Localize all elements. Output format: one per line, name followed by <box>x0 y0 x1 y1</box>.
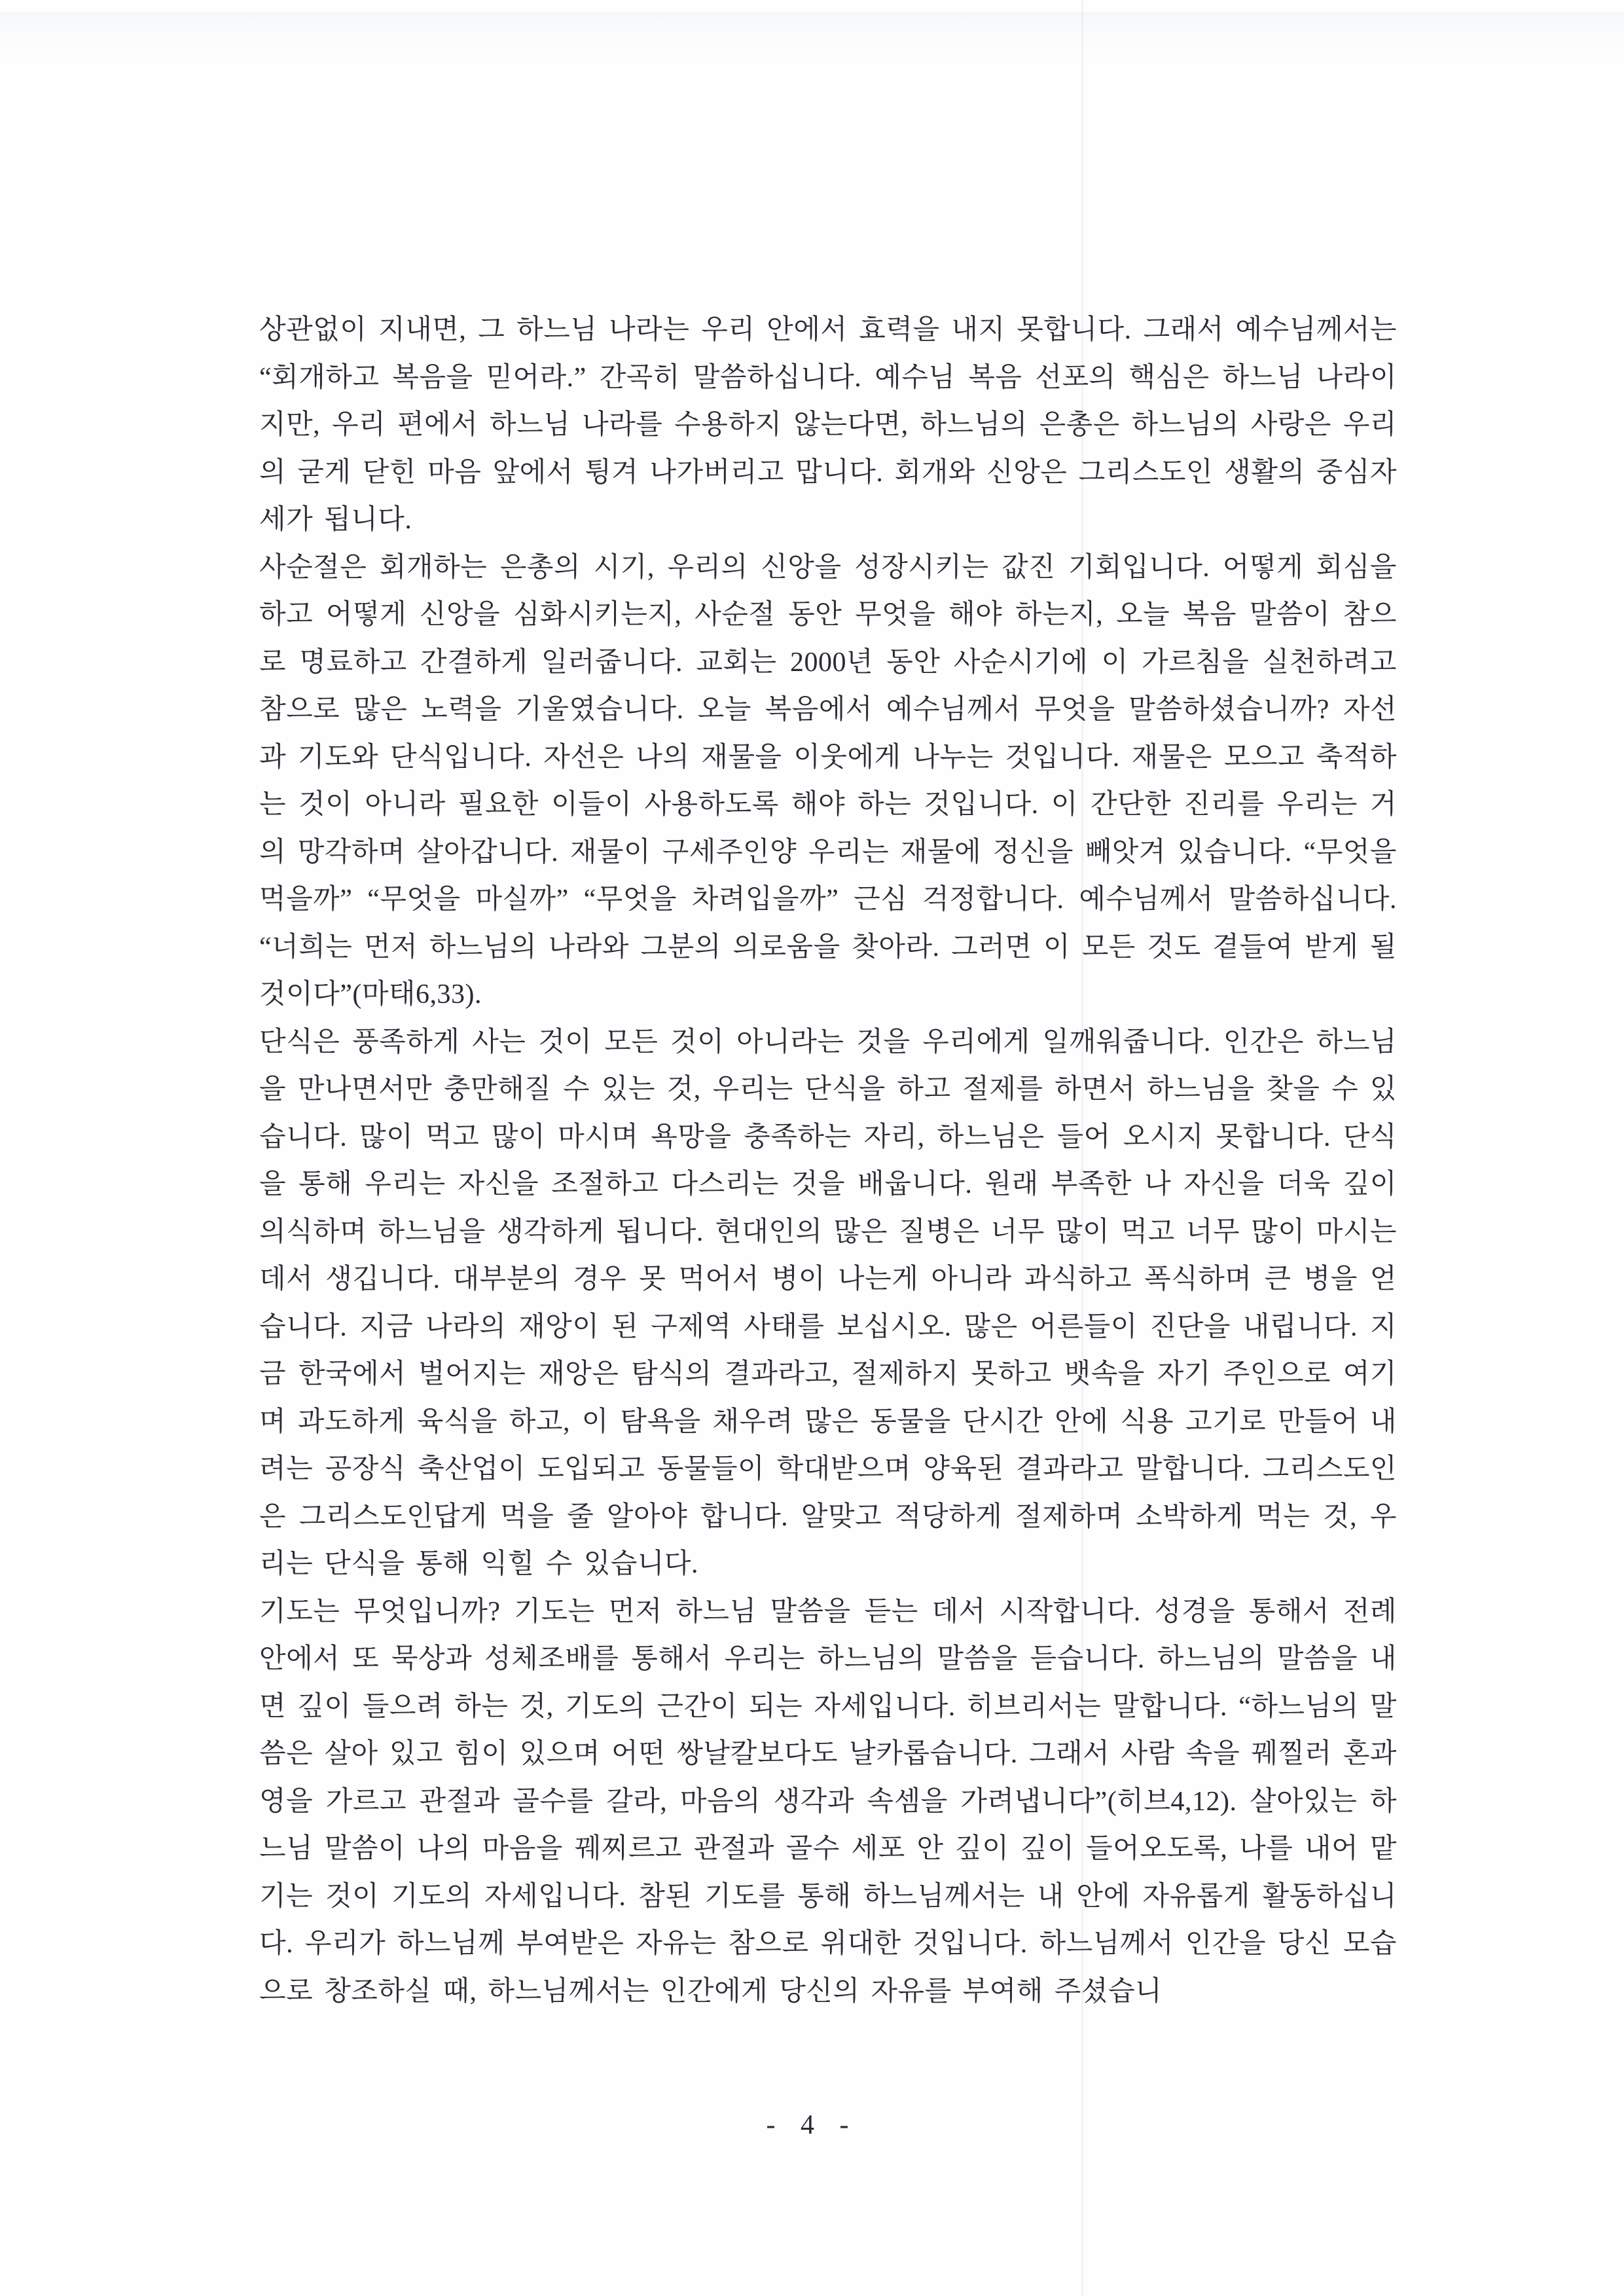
paragraph-prayer: 기도는 무엇입니까? 기도는 먼저 하느님 말씀을 듣는 데서 시작합니다. 성경을 통해서 전례 안에서 또 묵상과 성체조배를 통해서 우리는 하느님의 말씀을 듣습니다. 하느님의 말씀을 내면 깊이 들으려 하는 것, 기도의 근간이 되는 자세입니다. 히브리서는 말합니다. “하느님의 말씀은 살아 있고 힘이 있으며 어떤 쌍날칼보다도 날카롭습니다. 그래서 사람 속을 꿰찔러 혼과 영을 가르고 관절과 골수를 갈라, 마음의 생각과 속셈을 가려냅니다”(히브4,12). 살아있는 하느님 말씀이 나의 마음을 꿰찌르고 관절과 골수 세포 안 깊이 깊이 들어오도록, 나를 내어 맡기는 것이 기도의 자세입니다. 참된 기도를 통해 하느님께서는 내 안에 자유롭게 활동하십니다. 우리가 하느님께 부여받은 자유는 참으로 위대한 것입니다. 하느님께서 인간을 당신 모습으로 창조하실 때, 하느님께서는 인간에게 당신의 자유를 부여해 주셨습니 <box>259 1596 1398 2007</box>
scan-artifact-top-texture <box>0 12 1624 71</box>
page-number: - 4 - <box>766 2110 858 2140</box>
paragraph-lent-almsgiving: 사순절은 회개하는 은총의 시기, 우리의 신앙을 성장시키는 값진 기회입니다. 어떻게 회심을 하고 어떻게 신앙을 심화시키는지, 사순절 동안 무엇을 해야 하는지, 오늘 복음 말씀이 참으로 명료하고 간결하게 일러줍니다. 교회는 2000년 동안 사순시기에 이 가르침을 실천하려고 참으로 많은 노력을 기울였습니다. 오늘 복음에서 예수님께서 무엇을 말씀하셨습니까? 자선과 기도와 단식입니다. 자선은 나의 재물을 이웃에게 나누는 것입니다. 재물은 모으고 축적하는 것이 아니라 필요한 이들이 사용하도록 해야 하는 것입니다. 이 간단한 진리를 우리는 거의 망각하며 살아갑니다. 재물이 구세주인양 우리는 재물에 정신을 빼앗겨 있습니다. “무엇을 먹을까” “무엇을 마실까” “무엇을 차려입을까” 근심 걱정합니다. 예수님께서 말씀하십니다. “너희는 먼저 하느님의 나라와 그분의 의로움을 찾아라. 그러면 이 모든 것도 곁들여 받게 될 것이다”(마태6,33). <box>259 552 1397 1010</box>
paragraph-repentance: 상관없이 지내면, 그 하느님 나라는 우리 안에서 효력을 내지 못합니다. 그래서 예수님께서는 “회개하고 복음을 믿어라.” 간곡히 말씀하십니다. 예수님 복음 선포의 핵심은 하느님 나라이지만, 우리 편에서 하느님 나라를 수용하지 않는다면, 하느님의 은총은 하느님의 사랑은 우리의 굳게 닫힌 마음 앞에서 튕겨 나가버리고 맙니다. 회개와 신앙은 그리스도인 생활의 중심자세가 됩니다. <box>259 315 1397 535</box>
paragraph-fasting: 단식은 풍족하게 사는 것이 모든 것이 아니라는 것을 우리에게 일깨워줍니다. 인간은 하느님을 만나면서만 충만해질 수 있는 것, 우리는 단식을 하고 절제를 하면서 하느님을 찾을 수 있습니다. 많이 먹고 많이 마시며 욕망을 충족하는 자리, 하느님은 들어 오시지 못합니다. 단식을 통해 우리는 자신을 조절하고 다스리는 것을 배웁니다. 원래 부족한 나 자신을 더욱 깊이 의식하며 하느님을 생각하게 됩니다. 현대인의 많은 질병은 너무 많이 먹고 너무 많이 마시는 데서 생깁니다. 대부분의 경우 못 먹어서 병이 나는게 아니라 과식하고 폭식하며 큰 병을 얻습니다. 지금 나라의 재앙이 된 구제역 사태를 보십시오. 많은 어른들이 진단을 내립니다. 지금 한국에서 벌어지는 재앙은 탐식의 결과라고, 절제하지 못하고 뱃속을 자기 주인으로 여기며 과도하게 육식을 하고, 이 탐욕을 채우려 많은 동물을 단시간 안에 식용 고기로 만들어 내려는 공장식 축산업이 도입되고 동물들이 학대받으며 양육된 결과라고 말합니다. 그리스도인은 그리스도인답게 먹을 줄 알아야 합니다. 알맞고 적당하게 절제하며 소박하게 먹는 것, 우리는 단식을 통해 익힐 수 있습니다. <box>259 1027 1398 1579</box>
document-body <box>259 306 1397 2015</box>
